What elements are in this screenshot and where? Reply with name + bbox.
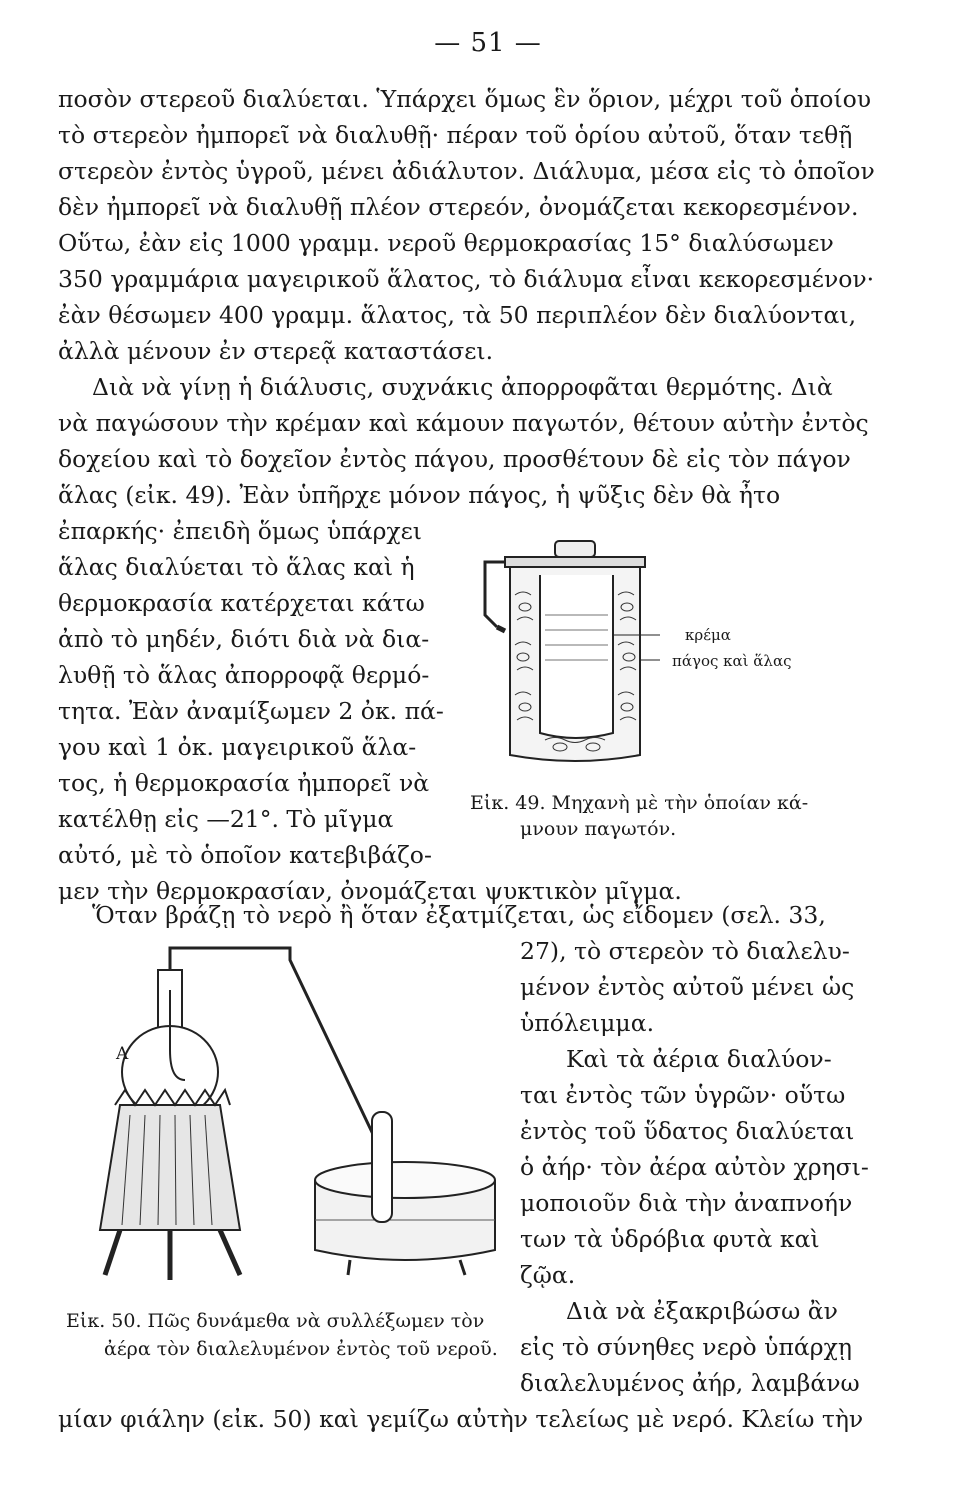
label-A: A — [116, 1044, 129, 1064]
text-line: 27), τὸ στερεὸν τὸ διαλελυ- — [520, 937, 850, 965]
label-cream: κρέμα — [685, 626, 731, 644]
text-line: δὲν ἠμπορεῖ νὰ διαλυθῇ πλέον στερεόν, ὀνομάζεται κεκορεσμένον. — [58, 193, 859, 221]
text-line: τὸ στερεὸν ἠμπορεῖ νὰ διαλυθῇ· πέραν τοῦ ὁρίου αὐτοῦ, ὅταν τεθῇ — [58, 121, 853, 149]
figure-50-caption: Εἰκ. 50. Πῶς δυνάμεθα νὰ συλλέξωμεν τὸν — [66, 1310, 485, 1332]
label-ice-salt: πάγος καὶ ἅλας — [672, 652, 792, 670]
text-line: αὐτό, μὲ τὸ ὁποῖον κατεβιβάζο- — [58, 841, 432, 869]
text-line: ὑπόλειμμα. — [520, 1009, 655, 1037]
text-line: ται ἐντὸς τῶν ὑγρῶν· οὕτω — [520, 1081, 846, 1109]
text-line: λυθῇ τὸ ἅλας ἀπορροφᾷ θερμό- — [58, 661, 430, 689]
text-line: Οὕτω, ἐὰν εἰς 1000 γραμμ. νεροῦ θερμοκρασίας 15° διαλύσωμεν — [58, 229, 834, 257]
text-line: ἐντὸς τοῦ ὕδατος διαλύεται — [520, 1117, 855, 1145]
text-line: ἐπαρκής· ἐπειδὴ ὅμως ὑπάρχει — [58, 517, 423, 545]
text-line: Ὅταν βράζῃ τὸ νερὸ ἢ ὅταν ἐξατμίζεται, ὡς εἴδομεν (σελ. 33, — [92, 901, 826, 929]
text-line: Διὰ νὰ ἐξακριβώσω ἂν — [566, 1297, 838, 1325]
figure-49-caption: Εἰκ. 49. Μηχανὴ μὲ τὴν ὁποίαν κά- — [470, 792, 809, 814]
text-line: στερεὸν ἐντὸς ὑγροῦ, μένει ἀδιάλυτον. Διάλυμα, μέσα εἰς τὸ ὁποῖον — [58, 157, 875, 185]
text-line: ἀπὸ τὸ μηδέν, διότι διὰ νὰ δια- — [58, 625, 430, 653]
text-line: δοχείου καὶ τὸ δοχεῖον ἐντὸς πάγου, προσθέτουν δὲ εἰς τὸν πάγον — [58, 445, 851, 473]
text-line: εἰς τὸ σύνηθες νερὸ ὑπάρχῃ — [520, 1333, 852, 1361]
figure-49-caption-cont: μνουν παγωτόν. — [520, 818, 677, 840]
text-line: Καὶ τὰ ἀέρια διαλύον- — [566, 1045, 832, 1073]
text-line: ἀλλὰ μένουν ἐν στερεᾷ καταστάσει. — [58, 337, 494, 365]
text-line: ζῷα. — [520, 1261, 576, 1289]
page-number: — 51 — — [434, 28, 542, 58]
text-line: γου καὶ 1 ὀκ. μαγειρικοῦ ἅλα- — [58, 733, 417, 761]
figure-50-flask-apparatus — [100, 930, 500, 1300]
text-line: ἐὰν θέσωμεν 400 γραμμ. ἅλατος, τὰ 50 περιπλέον δὲν διαλύονται, — [58, 301, 857, 329]
text-line: τητα. Ἐὰν ἀναμίξωμεν 2 ὀκ. πά- — [58, 697, 444, 725]
text-line: τος, ἡ θερμοκρασία ἠμπορεῖ νὰ — [58, 769, 430, 797]
text-line: ἅλας (εἰκ. 49). Ἐὰν ὑπῆρχε μόνον πάγος, ἡ ψῦξις δὲν θὰ ἦτο — [58, 481, 781, 509]
text-line: νὰ παγώσουν τὴν κρέμαν καὶ κάμουν παγωτόν, θέτουν αὐτὴν ἐντὸς — [58, 409, 869, 437]
figure-50-caption-cont: ἀέρα τὸν διαλελυμένον ἐντὸς τοῦ νεροῦ. — [104, 1338, 498, 1360]
text-line: μοποιοῦν διὰ τὴν ἀναπνοήν — [520, 1189, 853, 1217]
text-line: Διὰ νὰ γίνῃ ἡ διάλυσις, συχνάκις ἀπορροφᾶται θερμότης. Διὰ — [92, 373, 833, 401]
text-line: ὁ ἀήρ· τὸν ἀέρα αὐτὸν χρησι- — [520, 1153, 869, 1181]
text-line: μεν τὴν θερμοκρασίαν, ὀνομάζεται ψυκτικὸν μῖγμα. — [58, 877, 682, 905]
text-line: ἅλας διαλύεται τὸ ἅλας καὶ ἡ — [58, 553, 415, 581]
figure-49-ice-cream-machine — [475, 535, 685, 775]
text-line: θερμοκρασία κατέρχεται κάτω — [58, 589, 425, 617]
text-line: μένον ἐντὸς αὐτοῦ μένει ὡς — [520, 973, 855, 1001]
text-line: διαλελυμένος ἀήρ, λαμβάνω — [520, 1369, 860, 1397]
text-line: κατέλθῃ εἰς —21°. Τὸ μῖγμα — [58, 805, 394, 833]
text-line: μίαν φιάλην (εἰκ. 50) καὶ γεμίζω αὐτὴν τελείως μὲ νερό. Κλείω τὴν — [58, 1405, 864, 1433]
text-line: των τὰ ὑδρόβια φυτὰ καὶ — [520, 1225, 820, 1253]
text-line: ποσὸν στερεοῦ διαλύεται. Ὑπάρχει ὅμως ἓν ὅριον, μέχρι τοῦ ὁποίου — [58, 85, 872, 113]
text-line: 350 γραμμάρια μαγειρικοῦ ἅλατος, τὸ διάλυμα εἶναι κεκορεσμένον· — [58, 265, 875, 293]
